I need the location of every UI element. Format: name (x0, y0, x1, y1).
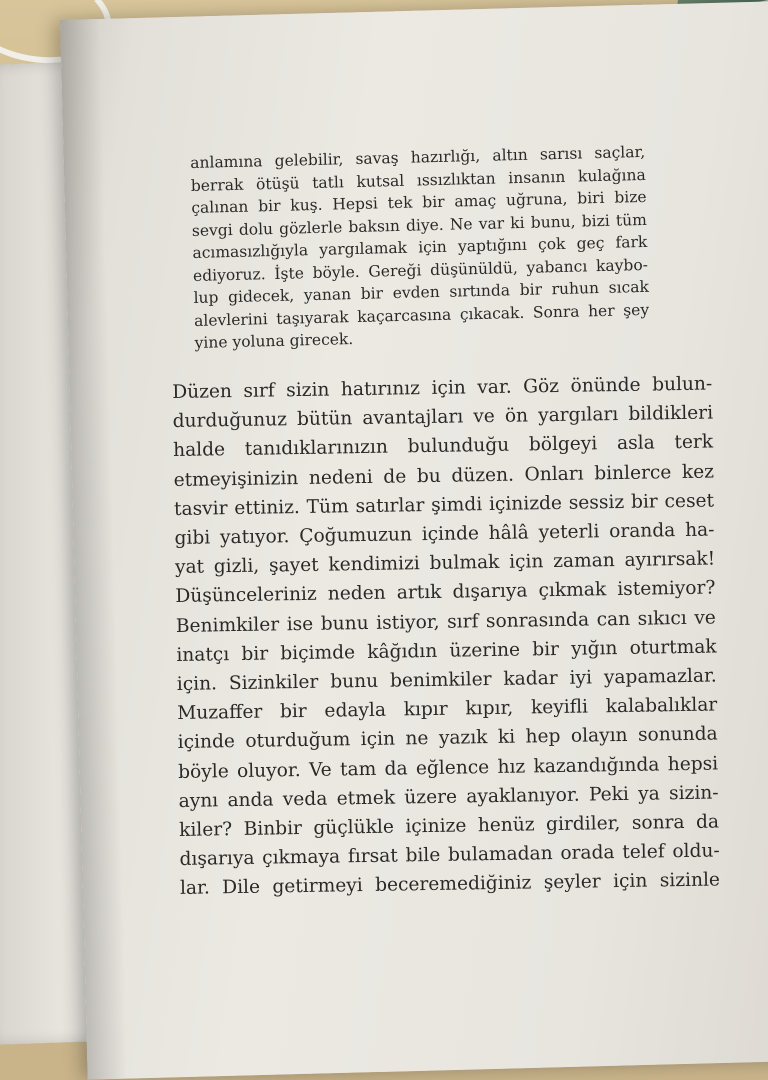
text-line: yine yoluna girecek. (194, 330, 354, 352)
text-line: aynı anda veda etmek üzere ayaklanıyor. Peki ya sizin- (178, 782, 719, 812)
text-line: etmeyişinizin nedeni de bu düzen. Onları binlerce kez (173, 461, 715, 491)
text-line: Muzaffer bir edayla kıpır kıpır, keyifli kalabalıklar (177, 694, 718, 725)
text-line: anlamına gelebilir, savaş hazırlığı, altın sarısı saçlar, (190, 142, 646, 172)
text-line: acımasızlığıyla yargılamak için yaptığını çok geç fark (192, 232, 648, 262)
text-line: dışarıya çıkmaya fırsat bile bulamadan orada telef oldu- (179, 840, 720, 871)
text-line: içinde oturduğum için ne yazık ki hep olayın sonunda (177, 723, 718, 754)
text-line: Düzen sırf sizin hatırınız için var. Göz önünde bulun- (172, 373, 713, 403)
text-line: çalınan bir kuş. Hepsi tek bir amaç uğruna, biri bize (191, 187, 647, 217)
paragraph-1 (190, 141, 650, 355)
text-line: için. Sizinkiler bunu benimkiler kadar iyi yapamazlar. (176, 665, 717, 695)
text-line: kiler? Binbir güçlükle içinize henüz girdiler, sonra da (178, 811, 720, 841)
text-line: Düşünceleriniz neden artık dışarıya çıkmak istemiyor? (175, 577, 716, 608)
text-line: ediyoruz. İşte böyle. Gereği düşünüldü, yabancı kaybo- (192, 255, 649, 285)
text-line: böyle oluyor. Ve tam da eğlence hız kazandığında hepsi (178, 753, 719, 783)
paragraph-2 (172, 370, 720, 904)
text-line: halde tanıdıklarınızın bulunduğu bölgeyi asla terk (172, 431, 714, 462)
text-line: tasvir ettiniz. Tüm satırlar şimdi içinizde sessiz bir ceset (173, 490, 715, 520)
text-line: yat gizli, şayet kendimizi bulmak için zaman ayırırsak! (174, 548, 716, 579)
text-line: Benimkiler ise bunu istiyor, sırf sonrasında can sıkıcı ve (175, 607, 716, 637)
text-line: durduğunuz bütün avantajları ve ön yargıları bildikleri (172, 402, 714, 433)
text-line: inatçı bir biçimde kâğıdın üzerine bir yığın oturtmak (176, 636, 717, 666)
text-line: lup gidecek, yanan bir evden sırtında bir ruhun sıcak (193, 277, 650, 307)
text-line: alevlerini taşıyarak kaçarcasına çıkacak. Sonra her şey (193, 300, 650, 330)
text-line: sevgi dolu gözlerle baksın diye. Ne var ki bunu, bizi tüm (191, 210, 648, 240)
text-line: berrak ötüşü tatlı kutsal ıssızlıktan insanın kulağına (190, 165, 646, 195)
text-line: gibi yatıyor. Çoğumuzun içinde hâlâ yeterli oranda ha- (174, 519, 715, 549)
text-line: lar. Dile getirmeyi beceremediğiniz şeyler için sizinle (179, 869, 721, 900)
